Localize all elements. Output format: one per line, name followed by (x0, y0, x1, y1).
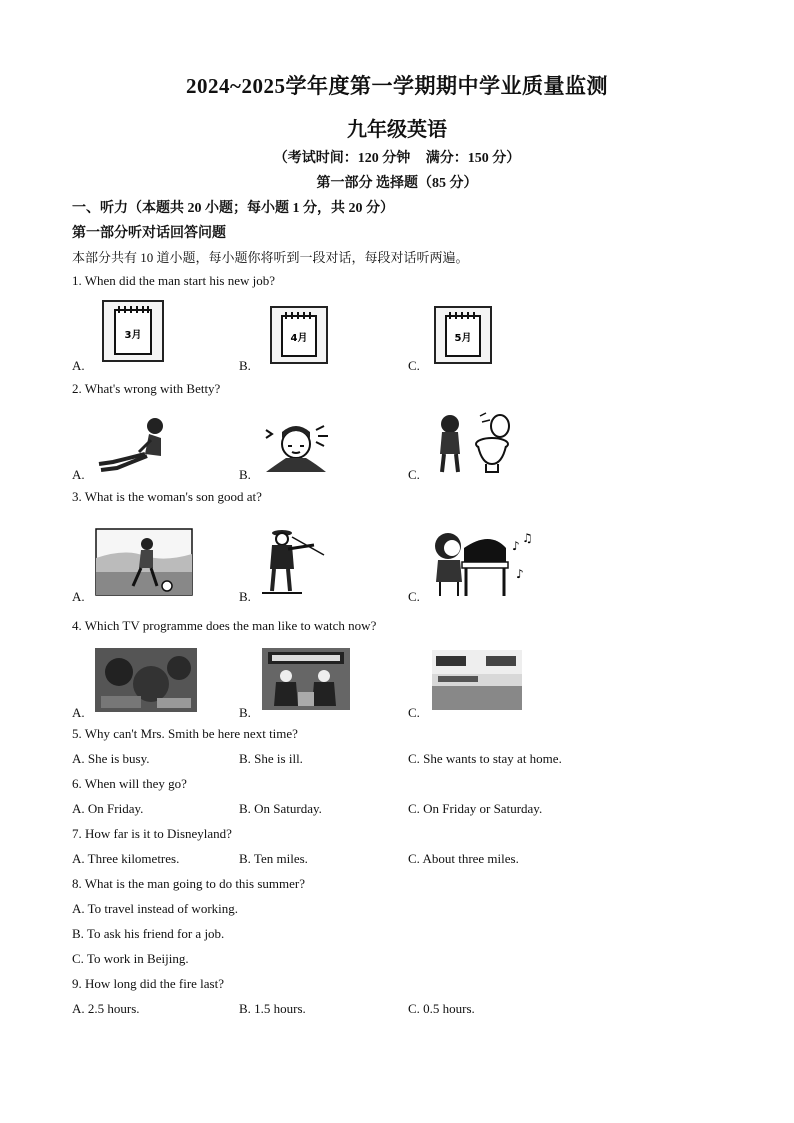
q2-option-b-letter: B. (239, 467, 251, 482)
girl-headache-image (262, 422, 334, 474)
question-2-stem: 2. What's wrong with Betty? (72, 381, 221, 396)
q7-option-c: C. About three miles. (408, 851, 519, 866)
q3-option-a-letter: A. (72, 589, 85, 604)
q6-option-a: A. On Friday. (72, 801, 144, 816)
q1-option-b-letter: B. (239, 358, 251, 373)
question-5-stem: 5. Why can't Mrs. Smith be here next time? (72, 726, 298, 741)
exam-time: （考试时间：120 分钟 (273, 151, 411, 166)
q9-option-a: A. 2.5 hours. (72, 1001, 140, 1016)
girl-piano-image (430, 526, 534, 598)
tv-programme-c-image (432, 650, 522, 710)
section-instruction: 本部分共有 10 道小题，每小题你将听到一段对话，每段对话听两遍。 (72, 250, 469, 265)
q3-option-b-letter: B. (239, 589, 251, 604)
q5-option-a: A. She is busy. (72, 751, 150, 766)
q2-option-c-letter: C. (408, 467, 420, 482)
exam-info (0, 147, 794, 167)
question-9-stem: 9. How long did the fire last? (72, 976, 224, 991)
question-3-stem: 3. What is the woman's son good at? (72, 489, 262, 504)
svg-text:♪: ♪ (516, 567, 524, 581)
q5-option-b: B. She is ill. (239, 751, 303, 766)
girl-stomach-ache-image (430, 410, 512, 474)
calendar-may-image (434, 306, 492, 364)
q2-option-a-letter: A. (72, 467, 85, 482)
q8-option-b: B. To ask his friend for a job. (72, 926, 225, 941)
tv-programme-b-image (262, 648, 350, 710)
calendar-april-image (270, 306, 328, 364)
q4-option-a-letter: A. (72, 705, 85, 720)
q5-option-c: C. She wants to stay at home. (408, 751, 562, 766)
q8-option-a: A. To travel instead of working. (72, 901, 239, 916)
tv-programme-a-image (95, 648, 197, 712)
section-subheading: 第一部分听对话回答问题 (72, 226, 226, 241)
q9-option-c: C. 0.5 hours. (408, 1001, 475, 1016)
section-heading: 一、听力（本题共 20 小题；每小题 1 分，共 20 分） (72, 201, 394, 216)
question-4-stem: 4. Which TV programme does the man like to watch now? (72, 618, 377, 633)
question-6-stem: 6. When will they go? (72, 776, 187, 791)
q9-option-b: B. 1.5 hours. (239, 1001, 306, 1016)
part-title: 第一部分 选择题（85 分） (316, 176, 478, 191)
exam-title: 2024~2025学年度第一学期期中学业质量监测 (186, 74, 608, 98)
calendar-label-a: 3月 (124, 330, 142, 341)
q4-option-b-letter: B. (239, 705, 251, 720)
q1-option-a-letter: A. (72, 358, 85, 373)
question-7-stem: 7. How far is it to Disneyland? (72, 826, 232, 841)
q4-option-c-letter: C. (408, 705, 420, 720)
svg-text:♪: ♪ (512, 539, 520, 553)
question-8-stem: 8. What is the man going to do this summer? (72, 876, 306, 891)
q6-option-b: B. On Saturday. (239, 801, 322, 816)
q7-option-a: A. Three kilometres. (72, 851, 180, 866)
girl-hurt-leg-image (95, 412, 175, 472)
q6-option-c: C. On Friday or Saturday. (408, 801, 543, 816)
calendar-march-image (102, 300, 164, 362)
q7-option-b: B. Ten miles. (239, 851, 308, 866)
q3-option-c-letter: C. (408, 589, 420, 604)
svg-text:♫: ♫ (522, 531, 533, 545)
boy-soccer-image (95, 528, 193, 596)
calendar-label-c: 5月 (454, 333, 472, 344)
q8-option-c: C. To work in Beijing. (72, 951, 189, 966)
subject-title: 九年级英语 (347, 119, 447, 141)
full-score: 满分：150 分） (425, 151, 521, 166)
man-violin-image (258, 525, 328, 597)
question-1-stem: 1. When did the man start his new job? (72, 273, 276, 288)
q1-option-c-letter: C. (408, 358, 420, 373)
calendar-label-b: 4月 (290, 333, 308, 344)
